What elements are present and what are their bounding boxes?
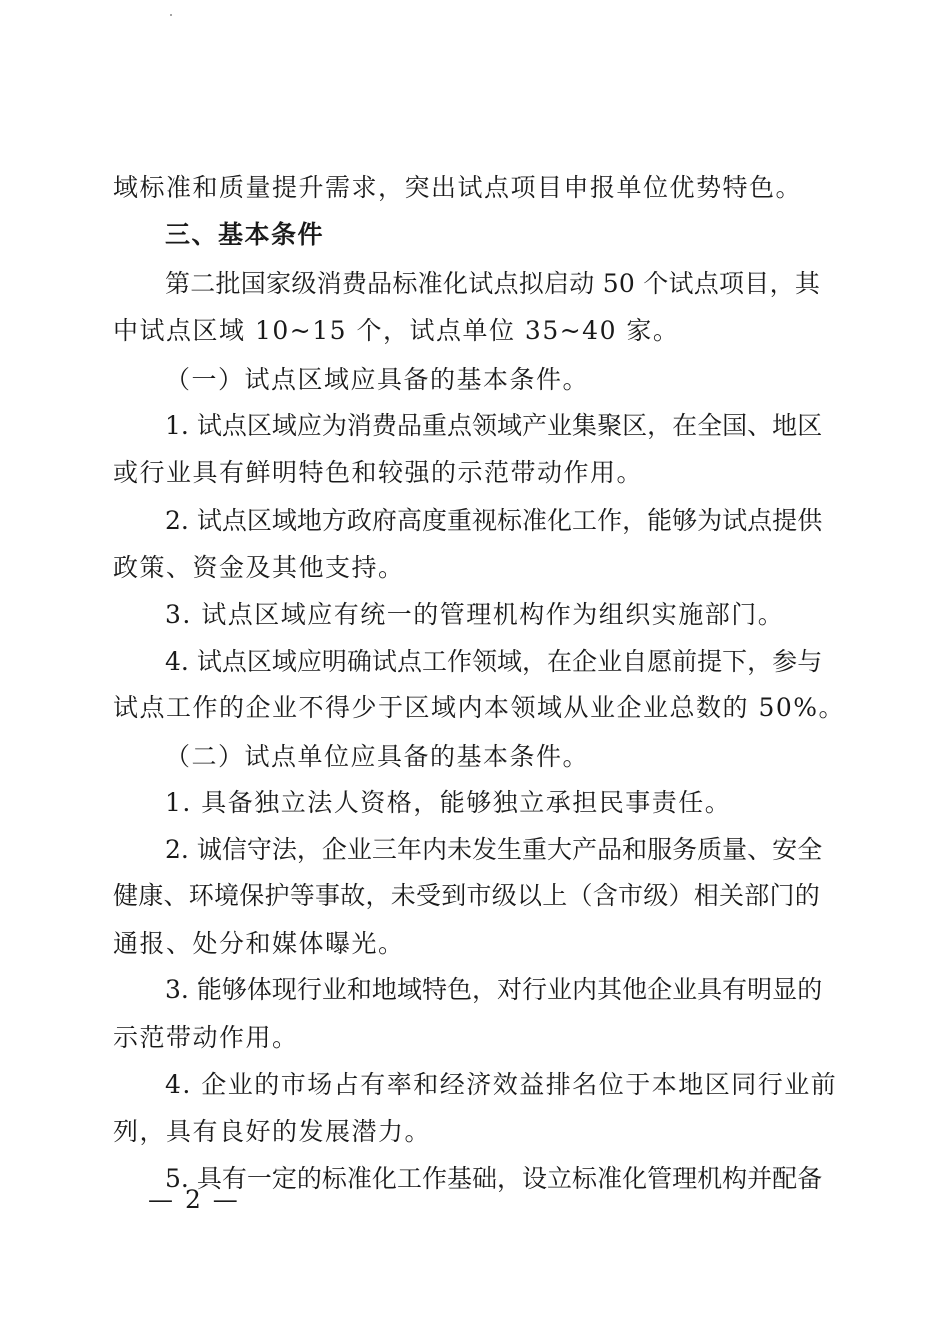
glyph: ， xyxy=(647,411,673,440)
glyph: 家 xyxy=(266,269,292,298)
text-line: 列，具有良好的发展潜力。 xyxy=(113,1117,432,1146)
glyph: 国 xyxy=(240,269,266,298)
glyph: ， xyxy=(622,506,648,535)
glyph: 康 xyxy=(138,881,164,910)
glyph: 础 xyxy=(471,1164,497,1193)
glyph: 管 xyxy=(647,1164,673,1193)
glyph: 费 xyxy=(341,269,367,298)
glyph: 项 xyxy=(719,269,745,298)
glyph: 显 xyxy=(772,975,798,1004)
glyph: 域 xyxy=(271,411,297,440)
text-line: （二）试点单位应具备的基本条件。 xyxy=(165,742,590,771)
glyph: 门 xyxy=(769,881,795,910)
glyph: ， xyxy=(769,269,795,298)
glyph xyxy=(189,501,197,541)
glyph: 明 xyxy=(321,647,347,676)
glyph: 量 xyxy=(722,835,748,864)
text-line xyxy=(165,830,823,870)
glyph: 5 xyxy=(602,269,619,298)
glyph: 等 xyxy=(289,881,315,910)
glyph xyxy=(635,264,643,304)
glyph: 域 xyxy=(497,411,523,440)
text-line: 政策、资金及其他支持。 xyxy=(113,553,405,582)
text-line: （一）试点区域应具备的基本条件。 xyxy=(165,365,590,394)
glyph: . xyxy=(180,835,189,864)
glyph: 化 xyxy=(442,269,468,298)
glyph: （ xyxy=(567,881,593,910)
glyph: 有 xyxy=(722,975,748,1004)
glyph: 未 xyxy=(390,881,416,910)
glyph: 够 xyxy=(672,506,698,535)
glyph: 级 xyxy=(291,269,317,298)
glyph: . xyxy=(180,411,189,440)
glyph: 点 xyxy=(221,647,247,676)
glyph: 提 xyxy=(697,647,723,676)
glyph: 区 xyxy=(246,506,272,535)
glyph: 2 xyxy=(165,506,181,535)
glyph: 重 xyxy=(446,506,472,535)
glyph: 试 xyxy=(196,411,222,440)
glyph: 构 xyxy=(722,1164,748,1193)
glyph: 保 xyxy=(239,881,265,910)
glyph: 3 xyxy=(165,975,181,1004)
glyph: 化 xyxy=(371,1164,397,1193)
glyph: 一 xyxy=(246,1164,272,1193)
glyph: 到 xyxy=(441,881,467,910)
glyph: 区 xyxy=(622,411,648,440)
glyph: ， xyxy=(522,647,548,676)
glyph: 域 xyxy=(396,975,422,1004)
glyph: 立 xyxy=(547,1164,573,1193)
glyph: 全 xyxy=(797,835,823,864)
glyph: 企 xyxy=(321,835,347,864)
glyph: 应 xyxy=(296,647,322,676)
glyph: ， xyxy=(296,835,322,864)
glyph: 境 xyxy=(214,881,240,910)
glyph: 度 xyxy=(421,506,447,535)
glyph: 、 xyxy=(747,835,773,864)
glyph: 应 xyxy=(296,411,322,440)
glyph: 能 xyxy=(196,975,222,1004)
glyph: 现 xyxy=(271,975,297,1004)
glyph: 大 xyxy=(547,835,573,864)
glyph: 工 xyxy=(396,1164,422,1193)
glyph: 对 xyxy=(497,975,523,1004)
glyph: 准 xyxy=(346,1164,372,1193)
text-line: 示范带动作用。 xyxy=(113,1023,299,1052)
glyph: 他 xyxy=(622,975,648,1004)
glyph: 品 xyxy=(597,835,623,864)
glyph: 2 xyxy=(165,835,181,864)
glyph: 动 xyxy=(569,269,595,298)
glyph: 为 xyxy=(321,411,347,440)
glyph: 供 xyxy=(797,506,823,535)
glyph: . xyxy=(180,506,189,535)
glyph: 1 xyxy=(165,411,181,440)
glyph: 工 xyxy=(572,506,598,535)
glyph: 有 xyxy=(221,1164,247,1193)
text-line: 三、基本条件 xyxy=(165,220,325,249)
glyph: 准 xyxy=(522,506,548,535)
text-line: 3. 试点区域应有统一的管理机构作为组织实施部门。 xyxy=(165,600,785,629)
glyph: 业 xyxy=(547,975,573,1004)
glyph: 聚 xyxy=(597,411,623,440)
glyph: 机 xyxy=(697,1164,723,1193)
glyph: ， xyxy=(747,647,773,676)
glyph: 个 xyxy=(643,269,669,298)
glyph: 明 xyxy=(747,975,773,1004)
glyph: 含 xyxy=(592,881,618,910)
glyph: 业 xyxy=(321,975,347,1004)
glyph: 点 xyxy=(747,506,773,535)
glyph: 作 xyxy=(421,1164,447,1193)
text-line xyxy=(165,970,823,1010)
glyph: 关 xyxy=(719,881,745,910)
text-line: 域标准和质量提升需求，突出试点项目申报单位优势特色。 xyxy=(113,173,803,202)
glyph: 部 xyxy=(744,881,770,910)
glyph: 下 xyxy=(722,647,748,676)
glyph: 行 xyxy=(522,975,548,1004)
glyph: ， xyxy=(497,1164,523,1193)
glyph: 点 xyxy=(221,411,247,440)
glyph: 视 xyxy=(471,506,497,535)
glyph: 品 xyxy=(367,269,393,298)
glyph: ） xyxy=(668,881,694,910)
glyph: 业 xyxy=(672,975,698,1004)
glyph: 参 xyxy=(772,647,798,676)
glyph: 相 xyxy=(693,881,719,910)
glyph: 配 xyxy=(772,1164,798,1193)
glyph: 够 xyxy=(221,975,247,1004)
glyph: 试 xyxy=(722,506,748,535)
glyph: . xyxy=(180,1164,189,1193)
glyph: 0 xyxy=(618,269,635,298)
glyph: 化 xyxy=(622,1164,648,1193)
glyph: 点 xyxy=(493,269,519,298)
glyph: 受 xyxy=(416,881,442,910)
glyph: 市 xyxy=(618,881,644,910)
glyph: 、 xyxy=(163,881,189,910)
glyph: 领 xyxy=(471,411,497,440)
glyph: 域 xyxy=(271,506,297,535)
glyph: 上 xyxy=(542,881,568,910)
scan-speck xyxy=(170,14,172,16)
glyph: 、 xyxy=(747,411,773,440)
glyph: 试 xyxy=(668,269,694,298)
glyph: 区 xyxy=(246,647,272,676)
glyph: 生 xyxy=(497,835,523,864)
glyph: ， xyxy=(365,881,391,910)
glyph: 产 xyxy=(572,835,598,864)
glyph: 标 xyxy=(392,269,418,298)
glyph: 自 xyxy=(622,647,648,676)
glyph: 为 xyxy=(697,506,723,535)
glyph: ， xyxy=(471,975,497,1004)
text-line: 或行业具有鲜明特色和较强的示范带动作用。 xyxy=(113,458,644,487)
glyph: 批 xyxy=(215,269,241,298)
glyph: 具 xyxy=(196,1164,222,1193)
glyph: 三 xyxy=(371,835,397,864)
glyph: 信 xyxy=(221,835,247,864)
glyph: 以 xyxy=(517,881,543,910)
glyph: 业 xyxy=(597,647,623,676)
glyph: 诚 xyxy=(196,835,222,864)
glyph: 重 xyxy=(421,411,447,440)
glyph: 启 xyxy=(543,269,569,298)
glyph: 和 xyxy=(622,835,648,864)
glyph: 行 xyxy=(296,975,322,1004)
glyph: 和 xyxy=(346,975,372,1004)
glyph: 级 xyxy=(643,881,669,910)
glyph: 健 xyxy=(113,881,139,910)
glyph: 标 xyxy=(572,1164,598,1193)
glyph: 试 xyxy=(196,647,222,676)
glyph: 产 xyxy=(522,411,548,440)
glyph: 第 xyxy=(165,269,191,298)
glyph: 地 xyxy=(772,411,798,440)
glyph: 法 xyxy=(271,835,297,864)
glyph: 政 xyxy=(346,506,372,535)
text-line: 4. 企业的市场占有率和经济效益排名位于本地区同行业前 xyxy=(165,1070,838,1099)
glyph: 标 xyxy=(497,506,523,535)
text-line: 试点工作的企业不得少于区域内本领域从业企业总数的 50%。 xyxy=(113,693,846,722)
glyph: 试 xyxy=(196,506,222,535)
glyph: 未 xyxy=(446,835,472,864)
glyph: 点 xyxy=(396,647,422,676)
glyph: 前 xyxy=(672,647,698,676)
glyph: 4 xyxy=(165,647,181,676)
glyph xyxy=(189,642,197,682)
glyph: 在 xyxy=(672,411,698,440)
glyph: 的 xyxy=(797,975,823,1004)
glyph: 试 xyxy=(371,647,397,676)
glyph: 备 xyxy=(797,1164,823,1193)
glyph xyxy=(189,970,197,1010)
glyph: 质 xyxy=(697,835,723,864)
glyph: 市 xyxy=(466,881,492,910)
glyph: 内 xyxy=(572,975,598,1004)
text-line: 通报、处分和媒体曝光。 xyxy=(113,929,405,958)
glyph xyxy=(595,264,603,304)
glyph: 全 xyxy=(697,411,723,440)
glyph: 地 xyxy=(296,506,322,535)
page-number: — 2 — xyxy=(148,1185,240,1214)
glyph: 准 xyxy=(597,1164,623,1193)
glyph: 守 xyxy=(246,835,272,864)
glyph: 区 xyxy=(246,411,272,440)
glyph: 点 xyxy=(446,411,472,440)
glyph: 企 xyxy=(647,975,673,1004)
glyph: 集 xyxy=(572,411,598,440)
glyph: 基 xyxy=(446,1164,472,1193)
glyph: 目 xyxy=(744,269,770,298)
glyph: 领 xyxy=(471,647,497,676)
glyph: 并 xyxy=(747,1164,773,1193)
glyph: 域 xyxy=(271,647,297,676)
glyph: 故 xyxy=(340,881,366,910)
glyph: 区 xyxy=(797,411,823,440)
glyph: 的 xyxy=(794,881,820,910)
glyph: 特 xyxy=(421,975,447,1004)
glyph: 体 xyxy=(246,975,272,1004)
glyph: 工 xyxy=(421,647,447,676)
glyph: 级 xyxy=(491,881,517,910)
glyph: . xyxy=(180,647,189,676)
glyph: 品 xyxy=(396,411,422,440)
glyph: 消 xyxy=(346,411,372,440)
glyph: 5 xyxy=(165,1164,181,1193)
glyph: 企 xyxy=(572,647,598,676)
glyph: . xyxy=(180,975,189,1004)
text-line: 1. 具备独立法人资格，能够独立承担民事责任。 xyxy=(165,788,732,817)
text-line: 中试点区域 10~15 个，试点单位 35~40 家。 xyxy=(113,316,680,345)
glyph xyxy=(189,830,197,870)
text-line xyxy=(165,264,820,304)
glyph: 标 xyxy=(321,1164,347,1193)
glyph: 其 xyxy=(794,269,820,298)
glyph: 作 xyxy=(597,506,623,535)
glyph: 定 xyxy=(271,1164,297,1193)
glyph: 理 xyxy=(672,1164,698,1193)
glyph: 环 xyxy=(188,881,214,910)
glyph: 提 xyxy=(772,506,798,535)
glyph: 业 xyxy=(346,835,372,864)
glyph: 能 xyxy=(647,506,673,535)
glyph: 务 xyxy=(672,835,698,864)
glyph: 其 xyxy=(597,975,623,1004)
glyph: 的 xyxy=(296,1164,322,1193)
glyph: 二 xyxy=(190,269,216,298)
text-line xyxy=(165,1159,823,1199)
glyph: 试 xyxy=(468,269,494,298)
text-line xyxy=(165,501,823,541)
glyph: 费 xyxy=(371,411,397,440)
glyph: 重 xyxy=(522,835,548,864)
glyph: 年 xyxy=(396,835,422,864)
glyph: 作 xyxy=(446,647,472,676)
glyph: 与 xyxy=(797,647,823,676)
glyph: 拟 xyxy=(518,269,544,298)
glyph: 域 xyxy=(497,647,523,676)
glyph: 准 xyxy=(417,269,443,298)
glyph xyxy=(189,406,197,446)
glyph: 发 xyxy=(471,835,497,864)
glyph: 府 xyxy=(371,506,397,535)
text-line xyxy=(165,406,823,446)
glyph: 具 xyxy=(697,975,723,1004)
glyph: 点 xyxy=(221,506,247,535)
glyph: 点 xyxy=(693,269,719,298)
glyph: 方 xyxy=(321,506,347,535)
glyph: 确 xyxy=(346,647,372,676)
glyph: 地 xyxy=(371,975,397,1004)
glyph: 愿 xyxy=(647,647,673,676)
glyph: 内 xyxy=(421,835,447,864)
glyph: 事 xyxy=(315,881,341,910)
glyph: 高 xyxy=(396,506,422,535)
text-line xyxy=(165,642,823,682)
text-line xyxy=(113,876,820,916)
glyph: 护 xyxy=(264,881,290,910)
glyph: 服 xyxy=(647,835,673,864)
glyph: 业 xyxy=(547,411,573,440)
glyph: 安 xyxy=(772,835,798,864)
glyph: 消 xyxy=(316,269,342,298)
glyph: 国 xyxy=(722,411,748,440)
glyph: 化 xyxy=(547,506,573,535)
glyph: 色 xyxy=(446,975,472,1004)
glyph: 在 xyxy=(547,647,573,676)
glyph: 设 xyxy=(522,1164,548,1193)
